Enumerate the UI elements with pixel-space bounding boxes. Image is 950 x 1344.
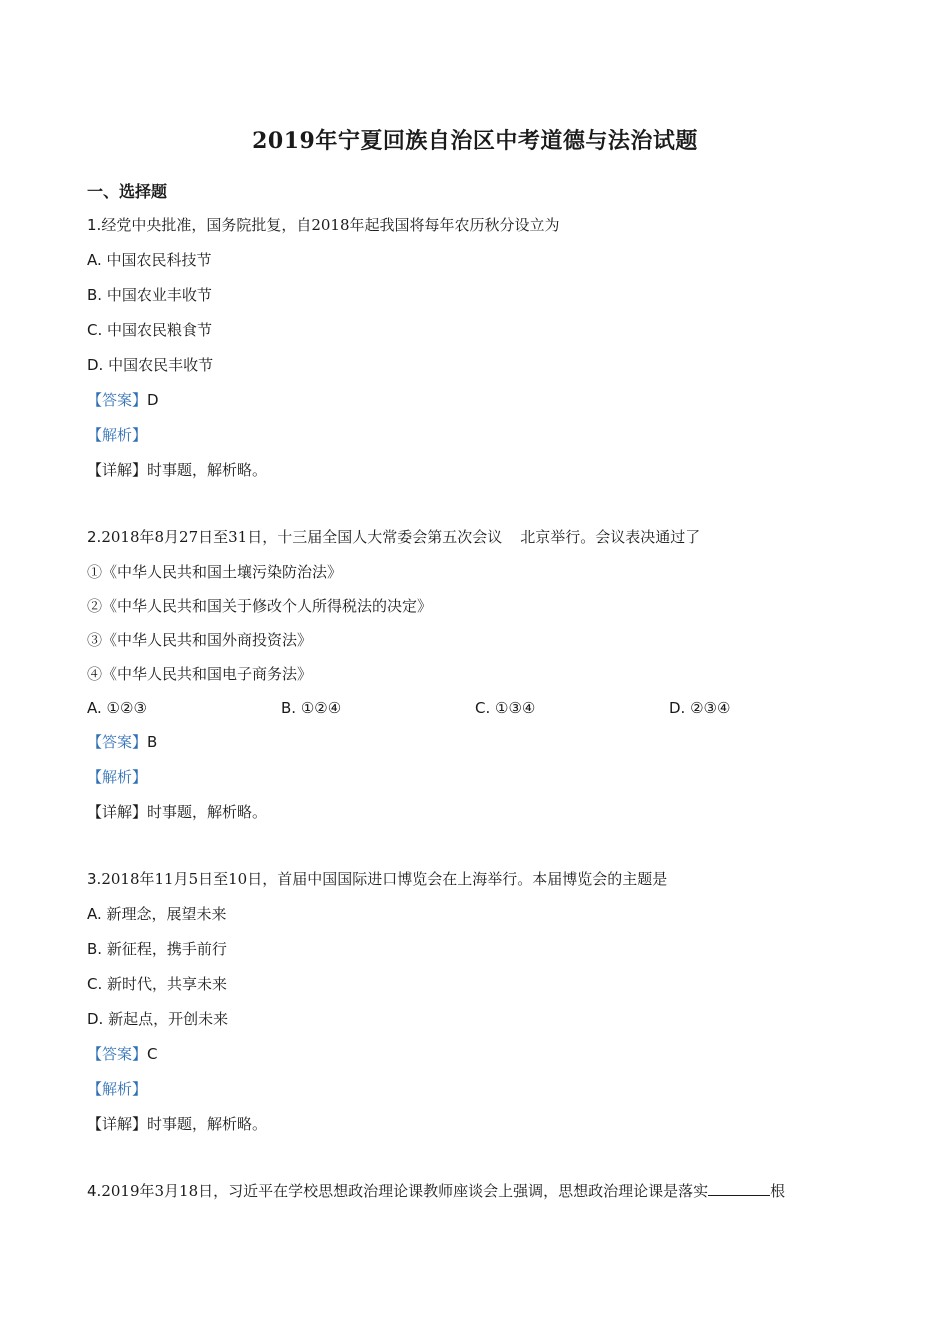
question-2-item-2: ②《中华人民共和国关于修改个人所得税法的决定》: [87, 597, 433, 615]
question-1-option-b: B. 中国农业丰收节: [87, 286, 212, 304]
question-2-option-a: A. ①②③: [87, 699, 147, 717]
question-2-detail: 【详解】时事题，解析略。: [87, 803, 268, 821]
question-1-option-c: C. 中国农民粮食节: [87, 321, 213, 339]
question-2-item-4: ④《中华人民共和国电子商务法》: [87, 665, 313, 683]
question-2-analysis-label: 【解析】: [87, 768, 148, 786]
question-1-analysis-label: 【解析】: [87, 426, 148, 444]
question-3-option-d: D. 新起点，开创未来: [87, 1010, 229, 1028]
question-3-answer: 【答案】C: [87, 1045, 158, 1063]
question-1-detail: 【详解】时事题，解析略。: [87, 461, 268, 479]
question-2-option-d: D. ②③④: [669, 699, 731, 717]
answer-blank: [708, 1181, 770, 1196]
question-1-stem: 1.经党中央批准，国务院批复，自2018年起我国将每年农历秋分设立为: [87, 216, 560, 234]
question-2-answer: 【答案】B: [87, 733, 158, 751]
question-1-answer: 【答案】D: [87, 391, 159, 409]
question-3-analysis-label: 【解析】: [87, 1080, 148, 1098]
section-heading: 一、选择题: [87, 182, 168, 201]
question-1-option-d: D. 中国农民丰收节: [87, 356, 214, 374]
question-3-stem: 3.2018年11月5日至10日，首届中国国际进口博览会在上海举行。本届博览会的主题是: [87, 870, 668, 888]
question-2-item-3: ③《中华人民共和国外商投资法》: [87, 631, 313, 649]
page-title: 2019年宁夏回族自治区中考道德与法治试题: [252, 128, 698, 154]
question-1-option-a: A. 中国农民科技节: [87, 251, 212, 269]
question-2-option-c: C. ①③④: [475, 699, 536, 717]
question-3-option-b: B. 新征程，携手前行: [87, 940, 227, 958]
question-4-stem: 4.2019年3月18日，习近平在学校思想政治理论课教师座谈会上强调，思想政治理论课是落实 根: [87, 1182, 786, 1200]
question-2-item-1: ①《中华人民共和国土壤污染防治法》: [87, 563, 343, 581]
question-3-option-a: A. 新理念，展望未来: [87, 905, 227, 923]
question-2-stem: 2.2018年8月27日至31日，十三届全国人大常委会第五次会议 北京举行。会议表决通过了: [87, 528, 701, 546]
question-2-option-b: B. ①②④: [281, 699, 342, 717]
question-3-option-c: C. 新时代，共享未来: [87, 975, 228, 993]
question-3-detail: 【详解】时事题，解析略。: [87, 1115, 268, 1133]
